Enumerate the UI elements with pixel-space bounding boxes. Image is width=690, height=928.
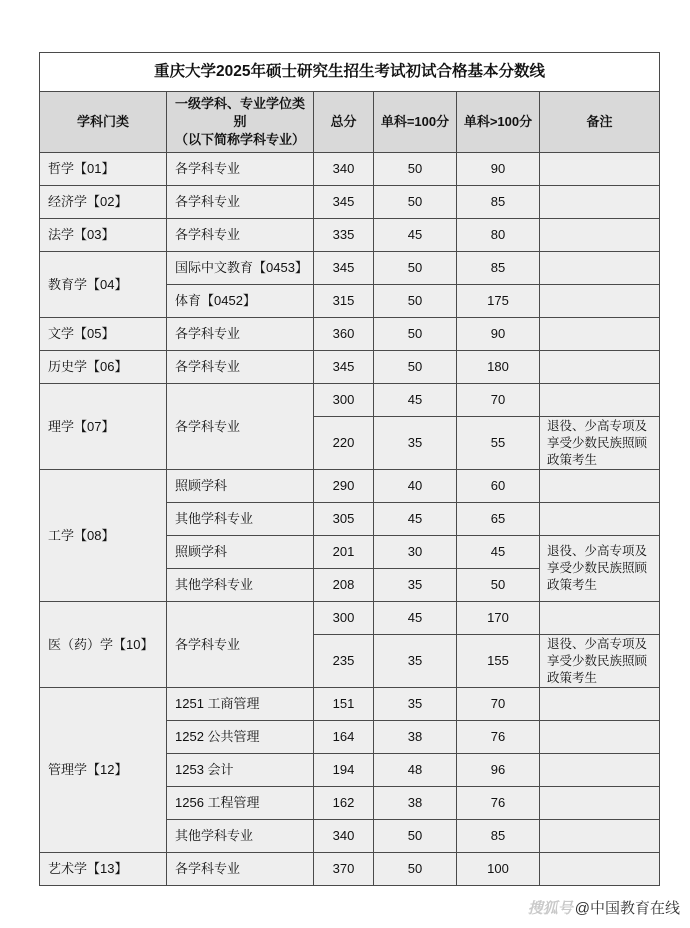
header-subject-text: 一级学科、专业学位类别 （以下简称学科专业） <box>174 96 305 147</box>
watermark <box>528 897 680 918</box>
subject-cell: 国际中文教育【0453】 <box>167 252 314 285</box>
subject-cell: 1253 会计 <box>167 754 314 787</box>
subject-cell: 其他学科专业 <box>167 569 314 602</box>
note-cell <box>540 754 660 787</box>
category-cell: 经济学【02】 <box>40 186 167 219</box>
single-100-cell: 35 <box>374 635 457 688</box>
single-gt100-cell: 100 <box>457 853 540 886</box>
single-gt100-cell: 170 <box>457 602 540 635</box>
single-gt100-cell: 55 <box>457 417 540 470</box>
header-note: 备注 <box>540 92 660 153</box>
total-cell: 345 <box>314 351 374 384</box>
note-cell <box>540 787 660 820</box>
total-cell: 345 <box>314 252 374 285</box>
total-cell: 235 <box>314 635 374 688</box>
header-single-gt100: 单科>100分 <box>457 92 540 153</box>
total-cell: 340 <box>314 820 374 853</box>
single-100-cell: 50 <box>374 252 457 285</box>
single-gt100-cell: 175 <box>457 285 540 318</box>
single-100-cell: 50 <box>374 820 457 853</box>
single-100-cell: 45 <box>374 219 457 252</box>
category-cell: 理学【07】 <box>40 384 167 470</box>
single-gt100-cell: 85 <box>457 252 540 285</box>
note-cell: 退役、少高专项及享受少数民族照顾政策考生 <box>540 417 660 470</box>
subject-cell: 照顾学科 <box>167 536 314 569</box>
subject-cell: 1251 工商管理 <box>167 688 314 721</box>
total-cell: 300 <box>314 602 374 635</box>
single-100-cell: 50 <box>374 285 457 318</box>
single-100-cell: 50 <box>374 853 457 886</box>
single-100-cell: 45 <box>374 384 457 417</box>
total-cell: 201 <box>314 536 374 569</box>
single-100-cell: 30 <box>374 536 457 569</box>
header-single-100: 单科=100分 <box>374 92 457 153</box>
category-cell: 管理学【12】 <box>40 688 167 853</box>
single-100-cell: 48 <box>374 754 457 787</box>
category-cell: 文学【05】 <box>40 318 167 351</box>
single-100-cell: 35 <box>374 417 457 470</box>
total-cell: 370 <box>314 853 374 886</box>
note-cell <box>540 219 660 252</box>
total-cell: 340 <box>314 153 374 186</box>
total-cell: 162 <box>314 787 374 820</box>
single-gt100-cell: 90 <box>457 318 540 351</box>
note-cell <box>540 186 660 219</box>
watermark-text: @中国教育在线 <box>574 900 680 917</box>
total-cell: 164 <box>314 721 374 754</box>
total-cell: 208 <box>314 569 374 602</box>
note-cell <box>540 285 660 318</box>
single-gt100-cell: 70 <box>457 688 540 721</box>
subject-cell: 各学科专业 <box>167 153 314 186</box>
note-cell <box>540 503 660 536</box>
note-cell <box>540 721 660 754</box>
subject-cell: 各学科专业 <box>167 318 314 351</box>
table-row <box>40 688 660 721</box>
subject-cell: 其他学科专业 <box>167 820 314 853</box>
single-gt100-cell: 85 <box>457 186 540 219</box>
subject-cell: 各学科专业 <box>167 384 314 470</box>
category-cell: 医（药）学【10】 <box>40 602 167 688</box>
single-100-cell: 35 <box>374 688 457 721</box>
note-cell <box>540 602 660 635</box>
note-cell <box>540 688 660 721</box>
subject-cell: 各学科专业 <box>167 219 314 252</box>
single-gt100-cell: 45 <box>457 536 540 569</box>
table-row <box>40 853 660 886</box>
category-cell: 哲学【01】 <box>40 153 167 186</box>
single-100-cell: 35 <box>374 569 457 602</box>
score-table <box>39 52 660 886</box>
single-100-cell: 50 <box>374 351 457 384</box>
single-100-cell: 50 <box>374 153 457 186</box>
category-cell: 艺术学【13】 <box>40 853 167 886</box>
table-row <box>40 384 660 417</box>
note-cell <box>540 318 660 351</box>
subject-cell: 1256 工程管理 <box>167 787 314 820</box>
single-gt100-cell: 60 <box>457 470 540 503</box>
single-gt100-cell: 65 <box>457 503 540 536</box>
total-cell: 151 <box>314 688 374 721</box>
total-cell: 345 <box>314 186 374 219</box>
table-row <box>40 219 660 252</box>
table-row <box>40 318 660 351</box>
single-100-cell: 40 <box>374 470 457 503</box>
category-cell: 历史学【06】 <box>40 351 167 384</box>
subject-cell: 各学科专业 <box>167 351 314 384</box>
header-total: 总分 <box>314 92 374 153</box>
note-cell <box>540 384 660 417</box>
total-cell: 335 <box>314 219 374 252</box>
header-category: 学科门类 <box>40 92 167 153</box>
total-cell: 300 <box>314 384 374 417</box>
single-100-cell: 50 <box>374 318 457 351</box>
table-row <box>40 351 660 384</box>
category-cell: 教育学【04】 <box>40 252 167 318</box>
header-subject <box>167 92 314 153</box>
single-100-cell: 45 <box>374 503 457 536</box>
single-gt100-cell: 76 <box>457 721 540 754</box>
single-gt100-cell: 85 <box>457 820 540 853</box>
single-100-cell: 45 <box>374 602 457 635</box>
total-cell: 305 <box>314 503 374 536</box>
subject-cell: 体育【0452】 <box>167 285 314 318</box>
subject-cell: 各学科专业 <box>167 186 314 219</box>
table-row <box>40 602 660 635</box>
total-cell: 220 <box>314 417 374 470</box>
category-cell: 工学【08】 <box>40 470 167 602</box>
subject-cell: 1252 公共管理 <box>167 721 314 754</box>
single-gt100-cell: 80 <box>457 219 540 252</box>
single-gt100-cell: 155 <box>457 635 540 688</box>
single-gt100-cell: 76 <box>457 787 540 820</box>
table-row <box>40 252 660 285</box>
total-cell: 290 <box>314 470 374 503</box>
subject-cell: 各学科专业 <box>167 853 314 886</box>
table-row <box>40 186 660 219</box>
single-gt100-cell: 96 <box>457 754 540 787</box>
total-cell: 315 <box>314 285 374 318</box>
note-cell <box>540 820 660 853</box>
total-cell: 194 <box>314 754 374 787</box>
subject-cell: 各学科专业 <box>167 602 314 688</box>
sohu-logo: 搜狐号 <box>527 900 573 917</box>
single-gt100-cell: 70 <box>457 384 540 417</box>
note-cell: 退役、少高专项及享受少数民族照顾政策考生 <box>540 536 660 602</box>
note-cell <box>540 351 660 384</box>
note-cell: 退役、少高专项及享受少数民族照顾政策考生 <box>540 635 660 688</box>
subject-cell: 照顾学科 <box>167 470 314 503</box>
table-row <box>40 153 660 186</box>
note-cell <box>540 153 660 186</box>
single-gt100-cell: 90 <box>457 153 540 186</box>
category-cell: 法学【03】 <box>40 219 167 252</box>
single-100-cell: 50 <box>374 186 457 219</box>
note-cell <box>540 470 660 503</box>
total-cell: 360 <box>314 318 374 351</box>
single-100-cell: 38 <box>374 721 457 754</box>
single-gt100-cell: 180 <box>457 351 540 384</box>
table-title: 重庆大学2025年硕士研究生招生考试初试合格基本分数线 <box>40 53 660 92</box>
single-100-cell: 38 <box>374 787 457 820</box>
subject-cell: 其他学科专业 <box>167 503 314 536</box>
table-row <box>40 470 660 503</box>
note-cell <box>540 252 660 285</box>
note-cell <box>540 853 660 886</box>
single-gt100-cell: 50 <box>457 569 540 602</box>
